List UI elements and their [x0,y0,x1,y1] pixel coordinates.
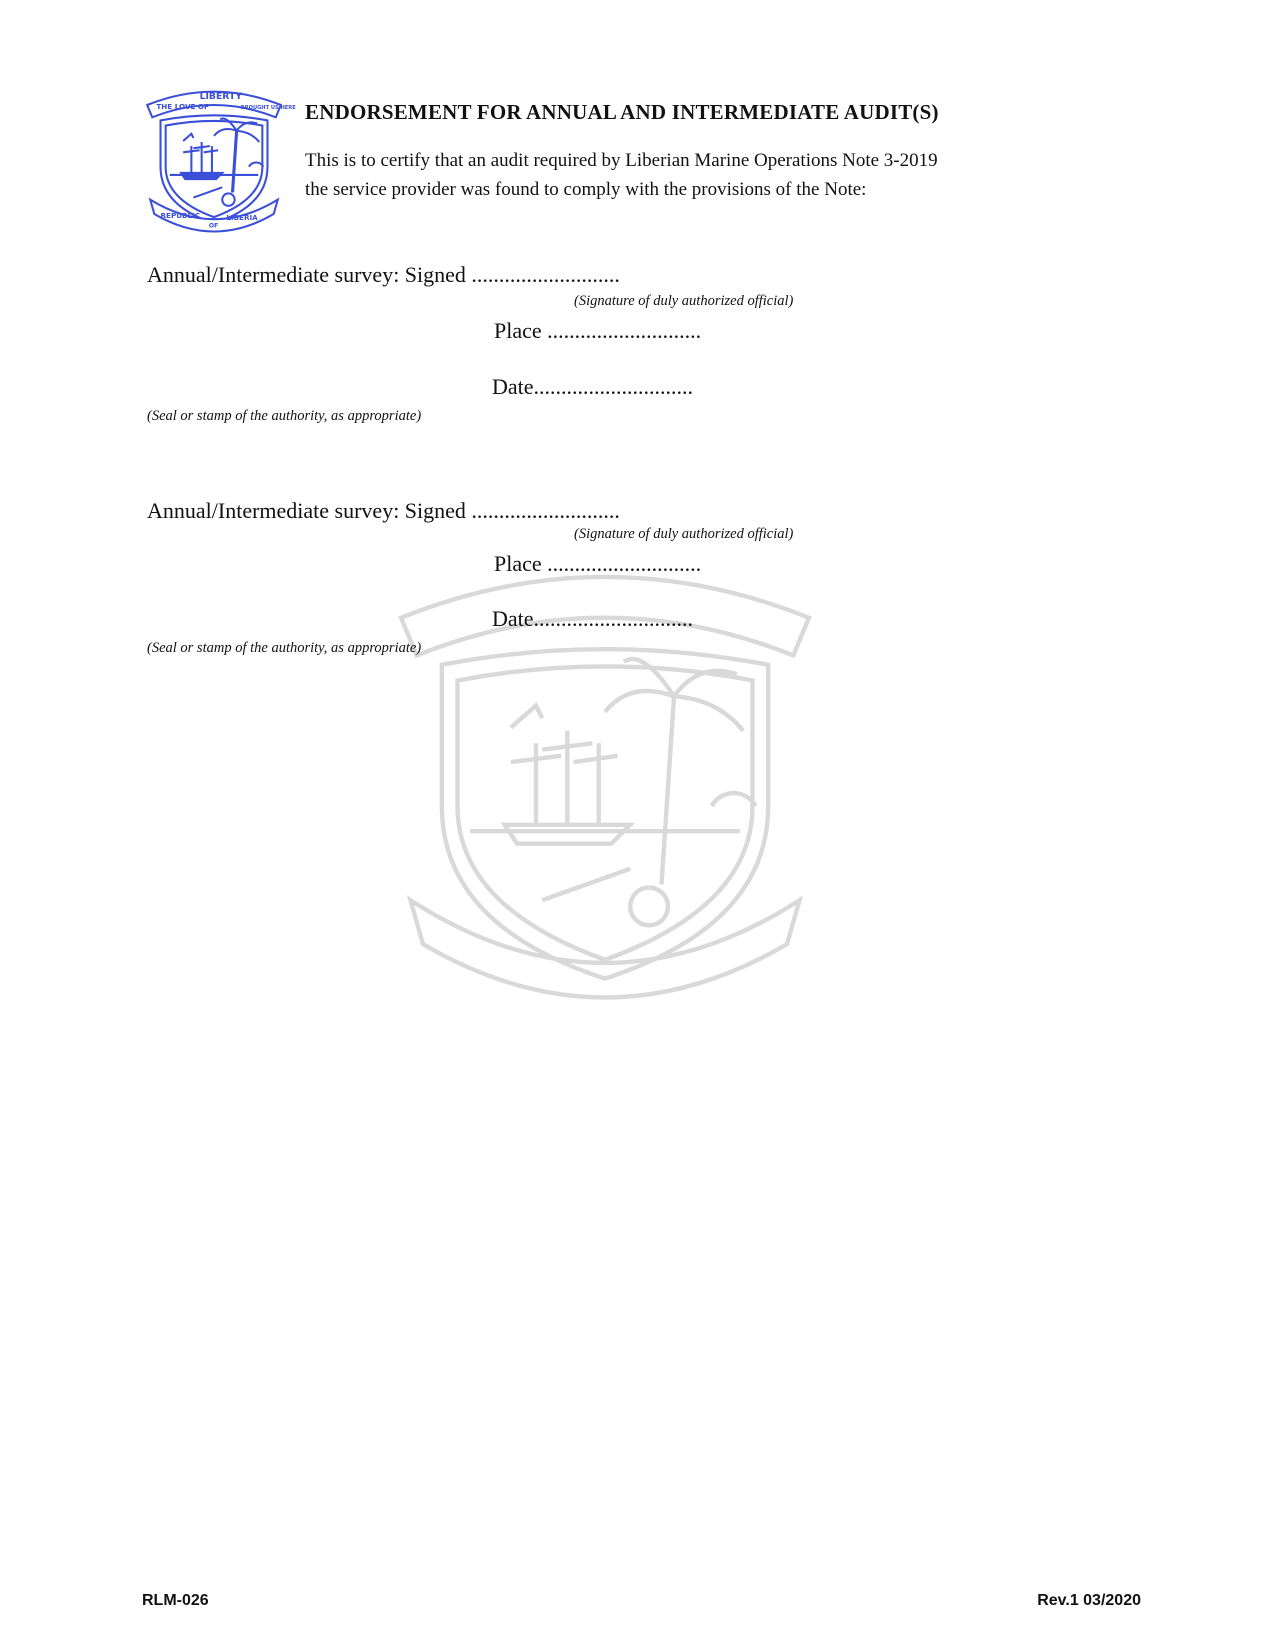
signed-field[interactable]: Annual/Intermediate survey: Signed ........................... [147,262,620,287]
seal-stamp-hint: (Seal or stamp of the authority, as appropriate) [147,408,422,424]
revision-label: Rev.1 03/2020 [1037,1592,1141,1609]
date-field[interactable]: Date............................. [492,374,694,399]
svg-text:OF: OF [208,222,219,230]
svg-text:LIBERIA: LIBERIA [226,213,258,223]
svg-text:LIBERTY: LIBERTY [199,90,243,102]
liberia-seal-logo [142,84,296,234]
form-code: RLM-026 [142,1592,209,1609]
certification-text [305,146,938,204]
svg-text:BROUGHT US HERE: BROUGHT US HERE [240,105,296,112]
intro-line-2: the service provider was found to comply with the provisions of the Note: [305,179,867,200]
signature-hint: (Signature of duly authorized official) [574,526,794,542]
intro-line-1: This is to certify that an audit required by Liberian Marine Operations Note 3-2019 [305,150,938,171]
place-field[interactable]: Place ............................ [494,318,702,343]
signed-field[interactable]: Annual/Intermediate survey: Signed ........................... [147,498,620,523]
signature-hint: (Signature of duly authorized official) [574,293,794,309]
date-field[interactable]: Date............................. [492,606,694,631]
seal-stamp-hint: (Seal or stamp of the authority, as appropriate) [147,640,422,656]
place-field[interactable]: Place ............................ [494,551,702,576]
page-title: ENDORSEMENT FOR ANNUAL AND INTERMEDIATE AUDIT(S) [305,100,939,124]
svg-text:REPUBLIC: REPUBLIC [160,211,201,221]
svg-text:THE LOVE OF: THE LOVE OF [156,102,209,112]
